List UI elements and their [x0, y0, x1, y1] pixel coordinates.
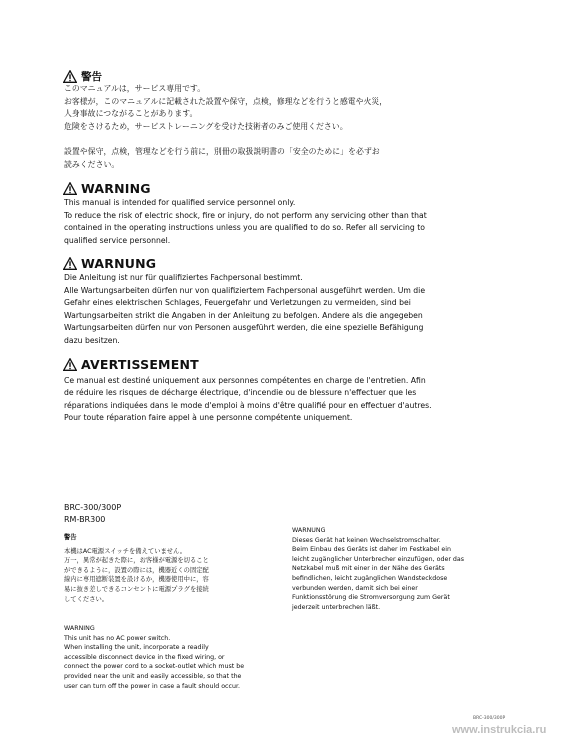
text-line: befindlichen, leicht zugänglichen Wandsteckdose — [292, 574, 448, 582]
text-line: 設置や保守，点検，管理などを行う前に，別冊の取扱説明書の「安全のために」を必ずお — [64, 147, 380, 156]
ja-warning-body — [64, 83, 387, 133]
text-line: Dieses Gerät hat keinen Wechselstromschalter. — [292, 536, 441, 544]
text-line: jederzeit unterbrechen läßt. — [292, 603, 381, 611]
text-line: 人身事故につながることがあります。 — [64, 109, 198, 119]
text-line: de réduire les risques de décharge électrique, d'incendie ou de blessure n'effectuer que les — [64, 388, 417, 398]
ja-warning-heading — [63, 69, 102, 84]
text-line: To reduce the risk of electric shock, fire or injury, do not perform any servicing other than that — [64, 210, 427, 220]
model-number: BRC-300/300P — [64, 503, 122, 512]
fr-warning-body — [64, 375, 432, 425]
text-line: verbunden werden, damit sich bei einer — [292, 584, 418, 592]
text-line: contained in the operating instructions unless you are qualified to do so. Refer all servicing to — [64, 223, 425, 233]
text-line: このマニュアルは，サービス専用です。 — [64, 84, 206, 93]
warning-triangle-icon — [63, 358, 77, 371]
fr-warning-title: AVERTISSEMENT — [81, 357, 199, 372]
text-line: 易に抜き差しできるコンセントに電源プラグを接続 — [64, 585, 209, 593]
text-line: qualified service personnel. — [64, 235, 171, 245]
text-line: user can turn off the power in case a fault should occur. — [64, 682, 240, 690]
text-line: 万一，異常が起きた際に，お客様が電源を切ること — [64, 557, 209, 565]
text-line: provided near the unit and easily accessible, so that the — [64, 672, 242, 680]
de-warning-title: WARNUNG — [81, 256, 157, 271]
text-line: Wartungsarbeiten dürfen nur von Personen ausgeführt werden, die eine spezielle Befähigung — [64, 323, 424, 333]
text-line: This unit has no AC power switch. — [64, 634, 171, 642]
en-warning-title: WARNING — [81, 181, 151, 196]
text-line: This manual is intended for qualified service personnel only. — [64, 198, 296, 207]
de-power-heading: WARNUNG — [292, 527, 326, 534]
model-numbers — [64, 502, 121, 525]
text-line: Wartungsarbeiten strikt die Angaben in der Anleitung zu befolgen. Andere als die angegeben — [64, 310, 423, 320]
text-line: When installing the unit, incorporate a readily — [64, 644, 209, 652]
de-power-warning — [292, 526, 464, 612]
text-line: ができるように，設置の際には，機器近くの固定配 — [64, 566, 209, 574]
text-line: お客様が，このマニュアルに記載された設置や保守，点検，修理などを行うと感電や火災， — [64, 96, 388, 106]
text-line: Netzkabel muß mit einer in der Nähe des Geräts — [292, 565, 445, 573]
text-line: Funktionsstörung die Stromversorgung zum Gerät — [292, 594, 450, 602]
ja-power-warning — [64, 533, 209, 604]
text-line: leicht zugänglicher Unterbrecher einzufügen, oder das — [292, 555, 465, 563]
de-warning-body — [64, 272, 425, 348]
text-line: accessible disconnect device in the fixed wiring, or — [64, 653, 225, 661]
text-line: Gefahr eines elektrischen Schlages, Feuergefahr und Verletzungen zu vermeiden, sind bei — [64, 298, 411, 308]
text-line: Beim Einbau des Geräts ist daher im Festkabel ein — [292, 546, 451, 554]
text-line: 線内に専用遮断装置を設けるか，機器使用中に，容 — [64, 576, 209, 584]
text-line: Ce manual est destiné uniquement aux personnes compétentes en charge de l'entretien. Afin — [64, 376, 426, 385]
en-warning-body — [64, 197, 427, 247]
ja-power-heading: 警告 — [64, 534, 77, 541]
text-line: 読みください。 — [64, 159, 120, 169]
text-line: réparations indiquées dans le mode d'emploi à moins d'être qualifié pour en effectuer d'autres. — [64, 400, 432, 410]
text-line: dazu besitzen. — [64, 335, 120, 345]
text-line: Die Anleitung ist nur für qualifiziertes Fachpersonal bestimmt. — [64, 273, 303, 282]
warning-triangle-icon — [63, 70, 77, 83]
text-line: Alle Wartungsarbeiten dürfen nur von qualifiziertem Fachpersonal ausgeführt werden. Um die — [64, 285, 426, 295]
text-line: Pour toute réparation faire appel à une personne compétente uniquement. — [64, 413, 353, 423]
model-number: RM-BR300 — [64, 514, 106, 524]
warning-triangle-icon — [63, 182, 77, 195]
en-warning-heading — [63, 181, 151, 196]
footer-code: BRC-300/300P — [473, 716, 506, 721]
watermark-link[interactable]: www.instrukcia.ru — [452, 724, 547, 736]
text-line: connect the power cord to a socket-outlet which must be — [64, 663, 245, 671]
warning-triangle-icon — [63, 257, 77, 270]
de-warning-heading — [63, 256, 156, 271]
fr-warning-heading — [63, 357, 199, 372]
en-power-warning — [64, 624, 244, 691]
ja-warning-note — [64, 146, 380, 171]
text-line: 本機はAC電源スイッチを備えていません。 — [64, 547, 187, 555]
text-line: 危険をさけるため，サービストレーニングを受けた技術者のみご使用ください。 — [64, 121, 348, 131]
en-power-heading: WARNING — [64, 625, 95, 632]
ja-warning-title: 警告 — [81, 71, 102, 83]
text-line: してください。 — [64, 595, 109, 603]
